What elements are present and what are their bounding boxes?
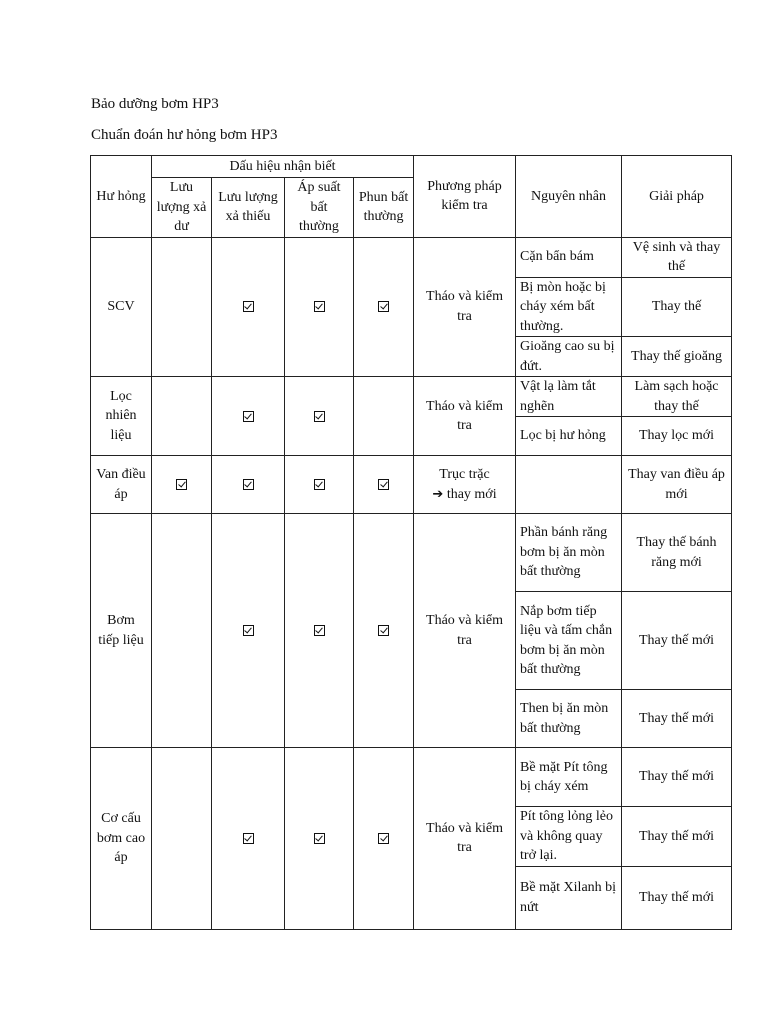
checkbox-checked-icon: [243, 301, 254, 312]
solution-cell: Vệ sinh và thay thế: [622, 237, 732, 277]
table-row: [91, 377, 732, 417]
sign-cell: [285, 237, 354, 377]
solution-cell: Thay thế mới: [622, 748, 732, 807]
cause-cell: Then bị ăn mòn bất thường: [516, 690, 622, 748]
sign-cell: [212, 377, 285, 456]
header-sign-abnormal-spray: Phun bất thường: [354, 178, 414, 238]
checkbox-checked-icon: [243, 625, 254, 636]
checkbox-checked-icon: [314, 301, 325, 312]
sign-cell: [285, 377, 354, 456]
solution-cell: Thay thế: [622, 277, 732, 337]
solution-cell: Thay thế mới: [622, 866, 732, 929]
sign-cell: [212, 514, 285, 748]
cause-cell: Pít tông lỏng lẻo và không quay trở lại.: [516, 807, 622, 867]
sign-cell: [152, 237, 212, 377]
sign-cell: [212, 237, 285, 377]
checkbox-checked-icon: [314, 411, 325, 422]
checkbox-checked-icon: [378, 625, 389, 636]
cause-cell: Lọc bị hư hỏng: [516, 417, 622, 456]
section-heading: Chuẩn đoán hư hỏng bơm HP3: [91, 127, 278, 143]
damage-cell: Van điều áp: [91, 456, 152, 514]
cause-cell: Bị mòn hoặc bị cháy xém bất thường.: [516, 277, 622, 337]
method-text: Trục trặc: [439, 467, 490, 482]
method-cell: Tháo và kiểm tra: [414, 514, 516, 748]
checkbox-checked-icon: [243, 833, 254, 844]
sign-cell: [354, 456, 414, 514]
method-cell: [414, 456, 516, 514]
table-row: [91, 237, 732, 277]
cause-cell: Bề mặt Xilanh bị nứt: [516, 866, 622, 929]
table-row: [91, 748, 732, 807]
solution-cell: Thay thế mới: [622, 592, 732, 690]
solution-cell: Thay lọc mới: [622, 417, 732, 456]
header-solution: Giải pháp: [622, 156, 732, 238]
checkbox-checked-icon: [314, 479, 325, 490]
sign-cell: [152, 514, 212, 748]
sign-cell: [354, 748, 414, 930]
damage-cell: Lọc nhiên liệu: [91, 377, 152, 456]
table-row: [91, 514, 732, 592]
sign-cell: [212, 748, 285, 930]
arrow-icon: ➔: [432, 486, 444, 502]
checkbox-checked-icon: [243, 411, 254, 422]
checkbox-checked-icon: [378, 301, 389, 312]
damage-cell: Bơm tiếp liệu: [91, 514, 152, 748]
solution-cell: Thay van điều áp mới: [622, 456, 732, 514]
cause-cell: Phần bánh răng bơm bị ăn mòn bất thường: [516, 514, 622, 592]
header-cause: Nguyên nhân: [516, 156, 622, 238]
diagnosis-table: [90, 155, 732, 930]
method-cell: Tháo và kiểm tra: [414, 377, 516, 456]
sign-cell: [212, 456, 285, 514]
sign-cell: [285, 456, 354, 514]
header-row: [91, 156, 732, 178]
method-cell: Tháo và kiểm tra: [414, 237, 516, 377]
cause-cell: [516, 456, 622, 514]
cause-cell: Bề mặt Pít tông bị cháy xém: [516, 748, 622, 807]
method-cell: Tháo và kiểm tra: [414, 748, 516, 930]
header-sign-excess-flow: Lưu lượng xả dư: [152, 178, 212, 238]
checkbox-checked-icon: [176, 479, 187, 490]
cause-cell: Vật lạ làm tắt nghẽn: [516, 377, 622, 417]
sign-cell: [285, 748, 354, 930]
sign-cell: [152, 456, 212, 514]
sign-cell: [354, 237, 414, 377]
checkbox-checked-icon: [314, 833, 325, 844]
solution-cell: Thay thế mới: [622, 807, 732, 867]
page-title: Bảo dưỡng bơm HP3: [91, 96, 219, 112]
header-sign-low-flow: Lưu lượng xả thiếu: [212, 178, 285, 238]
damage-cell: SCV: [91, 237, 152, 377]
header-damage: Hư hỏng: [91, 156, 152, 238]
solution-cell: Làm sạch hoặc thay thế: [622, 377, 732, 417]
sign-cell: [285, 514, 354, 748]
header-sign-abnormal-pressure: Áp suất bất thường: [285, 178, 354, 238]
cause-cell: Nắp bơm tiếp liệu và tấm chắn bơm bị ăn mòn bất thường: [516, 592, 622, 690]
sign-cell: [354, 514, 414, 748]
checkbox-checked-icon: [378, 479, 389, 490]
solution-cell: Thay thế gioăng: [622, 337, 732, 377]
sign-cell: [152, 748, 212, 930]
checkbox-checked-icon: [314, 625, 325, 636]
cause-cell: Cặn bẩn bám: [516, 237, 622, 277]
header-signs-group: Dấu hiệu nhận biết: [152, 156, 414, 178]
table-row: [91, 456, 732, 514]
header-method: Phương pháp kiểm tra: [414, 156, 516, 238]
damage-cell: Cơ cấu bơm cao áp: [91, 748, 152, 930]
checkbox-checked-icon: [378, 833, 389, 844]
method-text: thay mới: [446, 486, 497, 502]
sign-cell: [152, 377, 212, 456]
solution-cell: Thay thế mới: [622, 690, 732, 748]
cause-cell: Gioăng cao su bị đứt.: [516, 337, 622, 377]
sign-cell: [354, 377, 414, 456]
checkbox-checked-icon: [243, 479, 254, 490]
solution-cell: Thay thế bánh răng mới: [622, 514, 732, 592]
